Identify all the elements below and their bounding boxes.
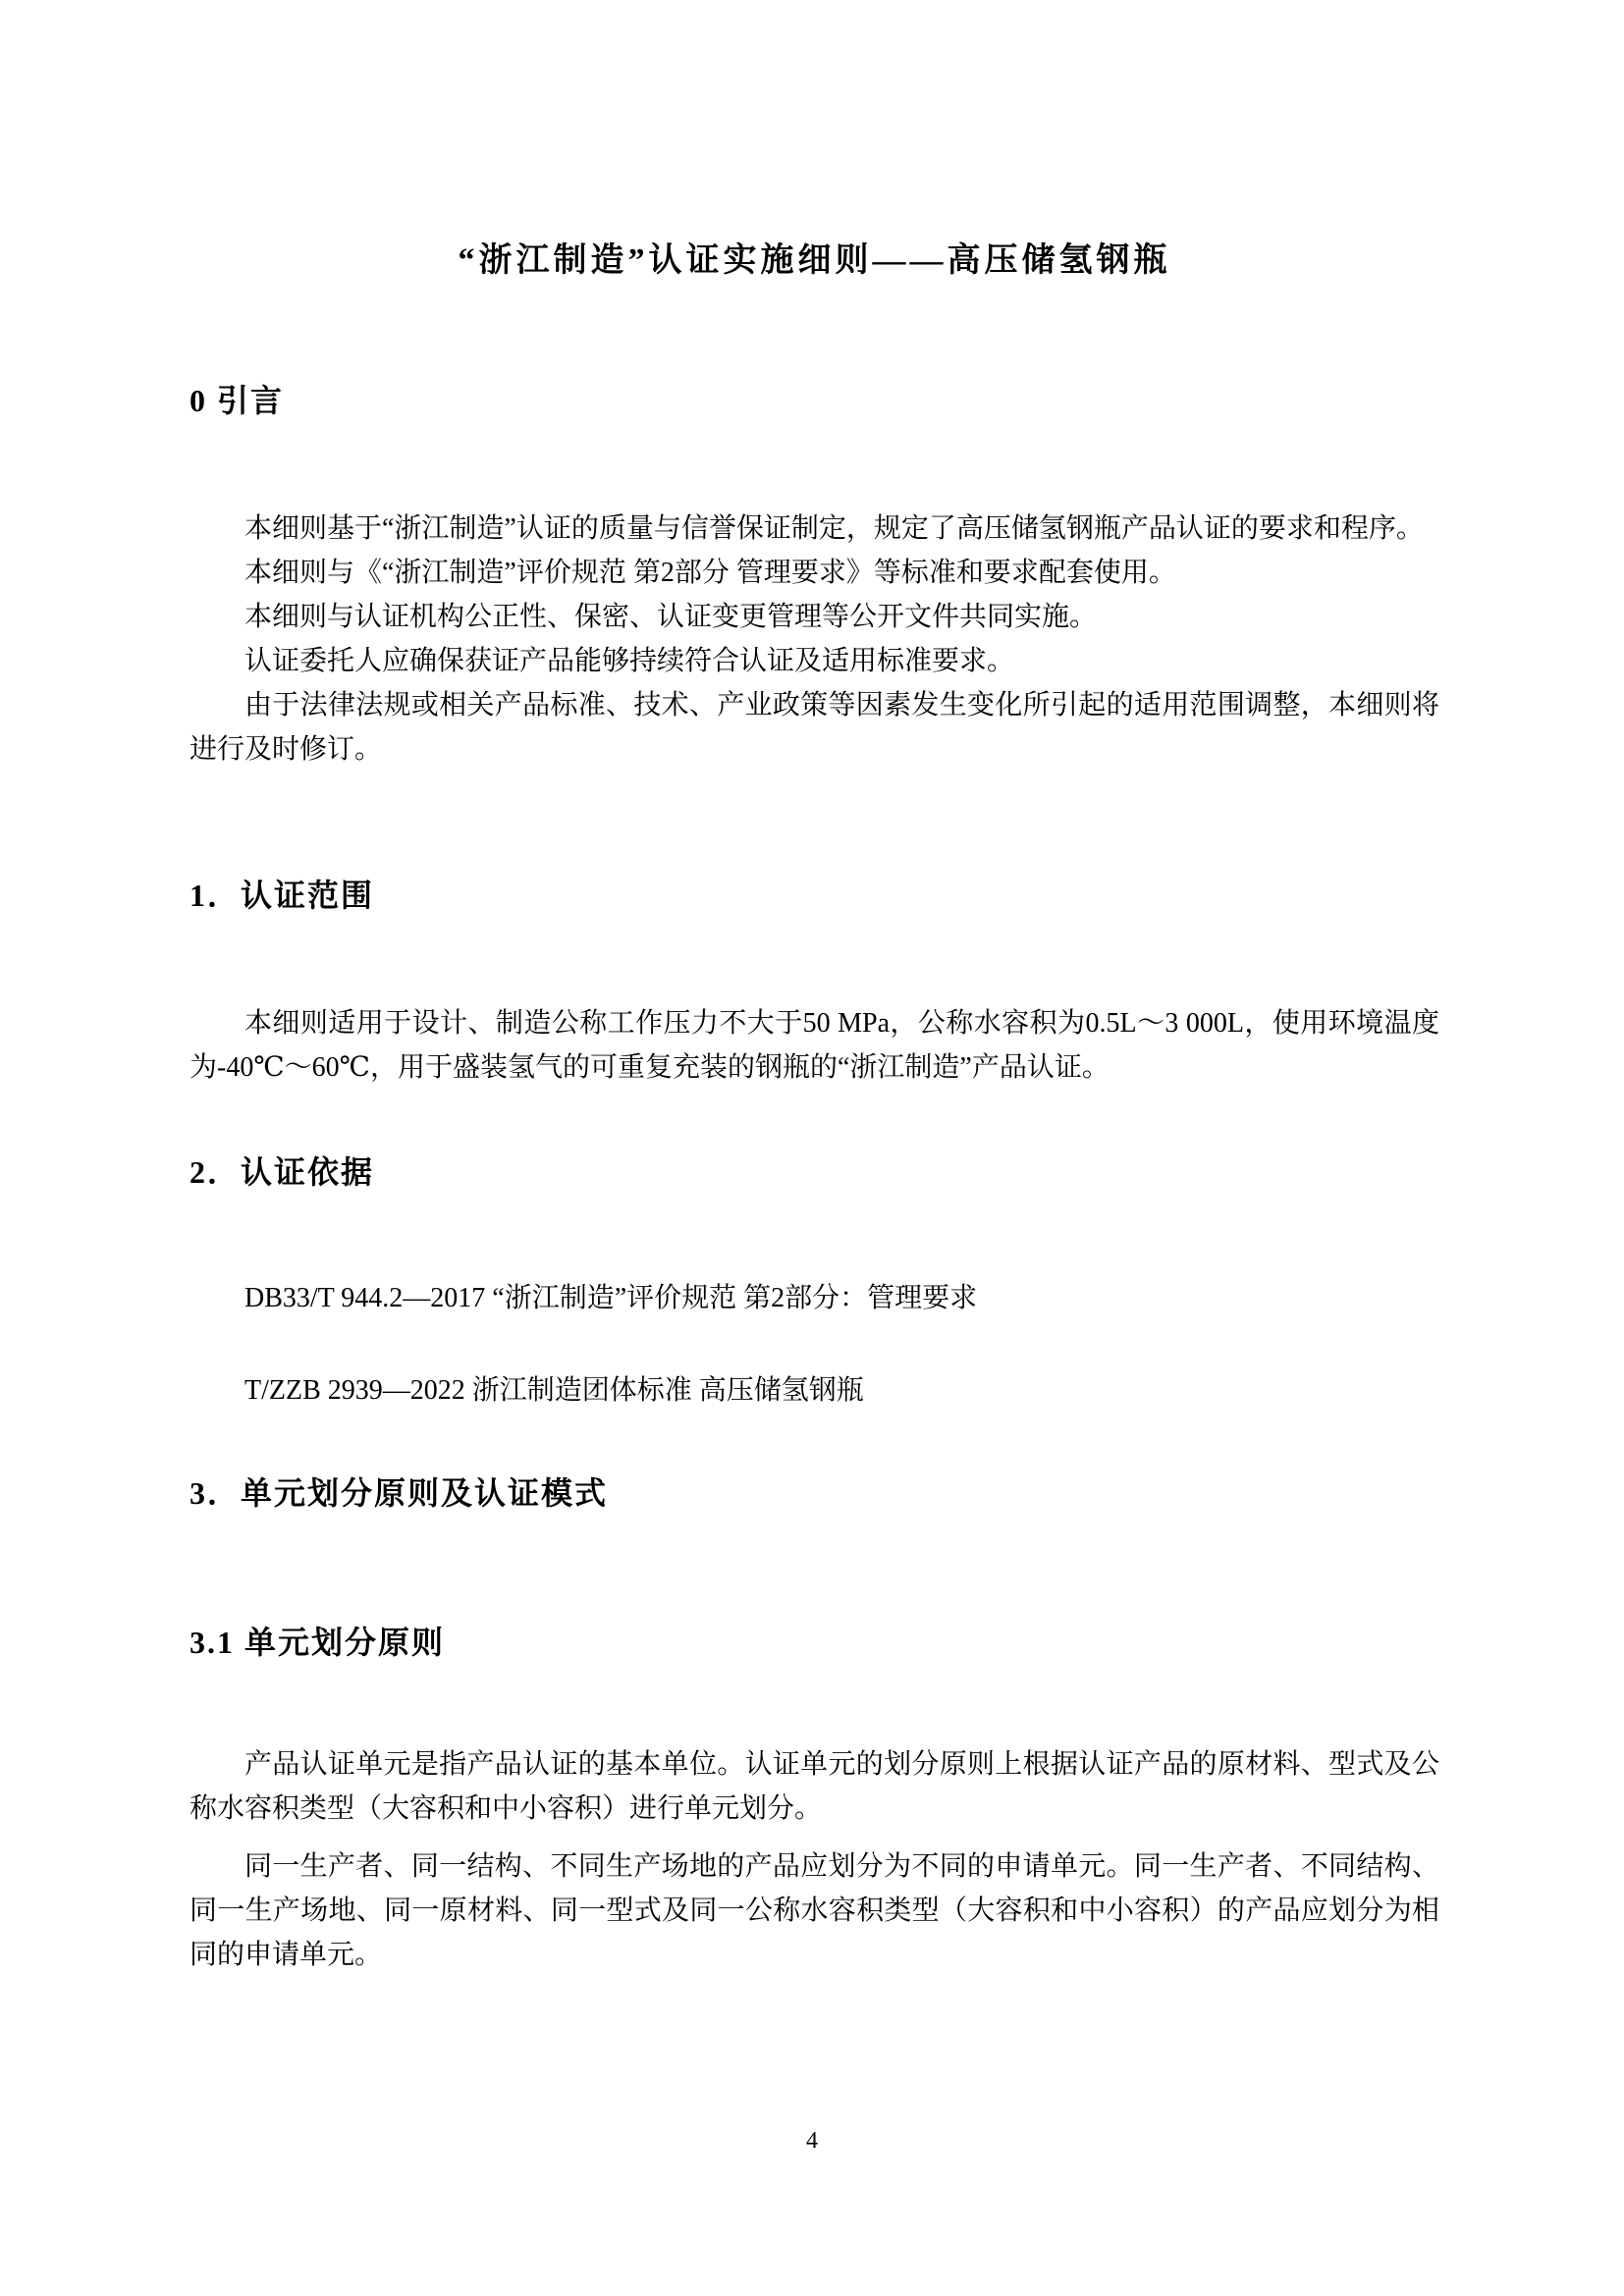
section-body-introduction <box>189 507 1439 772</box>
paragraph: 认证委托人应确保获证产品能够持续符合认证及适用标准要求。 <box>244 646 1015 676</box>
section-body-certification-scope <box>189 1001 1439 1090</box>
section-heading-unit-division-principle: 3.1 单元划分原则 <box>189 1625 446 1660</box>
paragraph: 本细则适用于设计、制造公称工作压力不大于50 MPa，公称水容积为0.5L～3 000L，使用环境温度为-40℃～60℃，用于盛装氢气的可重复充装的钢瓶的“浙江制造”产品认证。 <box>189 1008 1439 1083</box>
paragraph: 本细则基于“浙江制造”认证的质量与信誉保证制定，规定了高压储氢钢瓶产品认证的要求和程序。 <box>244 513 1424 544</box>
section-heading-unit-division-and-mode: 3．单元划分原则及认证模式 <box>189 1475 609 1511</box>
paragraph: 本细则与认证机构公正性、保密、认证变更管理等公开文件共同实施。 <box>244 602 1098 632</box>
reference-line-tzzb: T/ZZB 2939—2022 浙江制造团体标准 高压储氢钢瓶 <box>244 1375 864 1406</box>
paragraph: 产品认证单元是指产品认证的基本单位。认证单元的划分原则上根据认证产品的原材料、型式及公称水容积类型（大容积和中小容积）进行单元划分。 <box>189 1749 1439 1824</box>
page-number: 4 <box>806 2128 818 2154</box>
paragraph: 同一生产者、同一结构、不同生产场地的产品应划分为不同的申请单元。同一生产者、不同结构、同一生产场地、同一原材料、同一型式及同一公称水容积类型（大容积和中小容积）的产品应划分为相同的申请单元。 <box>189 1851 1439 1970</box>
paragraph: 由于法律法规或相关产品标准、技术、产业政策等因素发生变化所引起的适用范围调整，本细则将进行及时修订。 <box>189 690 1439 765</box>
paragraph: 本细则与《“浙江制造”评价规范 第2部分 管理要求》等标准和要求配套使用。 <box>244 558 1176 588</box>
section-heading-introduction: 0 引言 <box>189 383 285 418</box>
document-title: “浙江制造”认证实施细则——高压储氢钢瓶 <box>458 242 1171 279</box>
section-heading-certification-basis: 2．认证依据 <box>189 1154 375 1190</box>
reference-line-db33: DB33/T 944.2—2017 “浙江制造”评价规范 第2部分：管理要求 <box>244 1283 978 1313</box>
section-body-unit-division-principle <box>189 1742 1439 1977</box>
section-heading-certification-scope: 1．认证范围 <box>189 878 375 913</box>
